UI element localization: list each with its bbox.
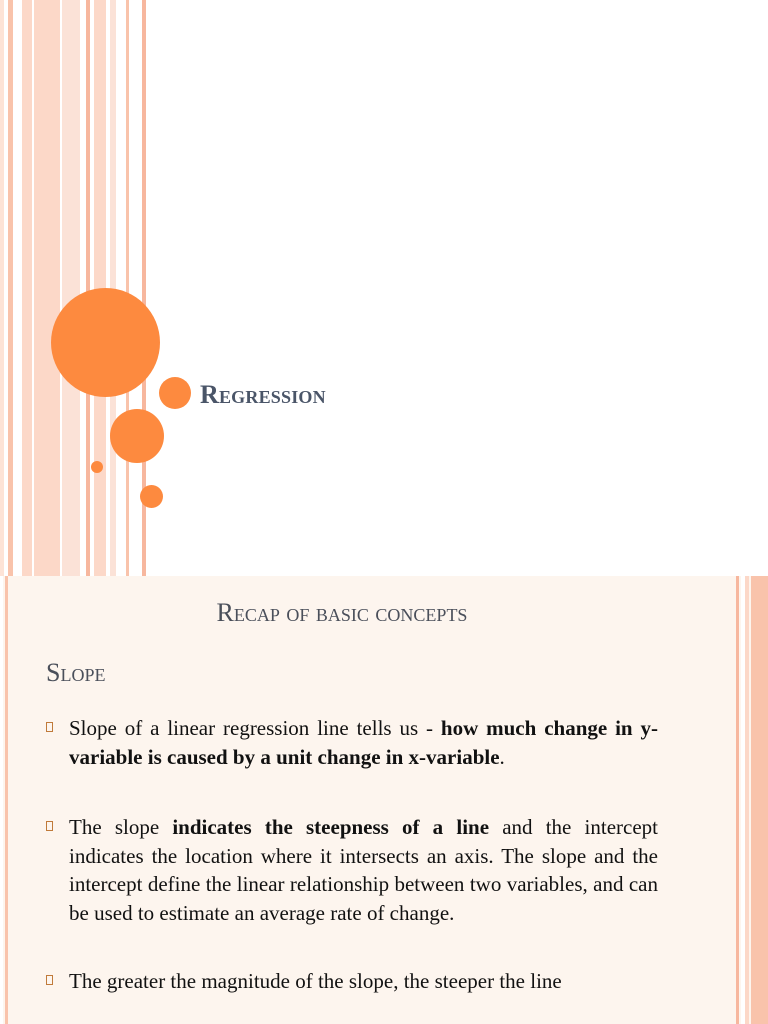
bullet-list [46,714,658,996]
decor-stripe [0,576,3,1024]
bullet-text: Slope of a linear regression line tells us - [69,716,441,740]
decor-stripe [751,576,768,1024]
square-bullet-icon [46,975,53,985]
square-bullet-icon [46,722,53,732]
section-heading: Slope [46,658,106,687]
decor-stripe [86,0,90,576]
decor-circle [159,377,191,409]
decor-circle [110,409,164,463]
decor-stripe [745,576,749,1024]
bullet-bold-text: indicates the steepness of a line [172,815,490,839]
decor-circle [140,485,163,508]
slide-title: Regression [200,380,326,409]
decor-stripe [0,0,4,576]
slide-title: Recap of basic concepts [216,598,468,627]
decor-stripe [8,0,13,576]
decor-stripe [34,0,60,576]
decor-stripe [62,0,80,576]
decor-circle-large [51,288,160,397]
decor-circle [91,461,103,473]
bullet-item [46,967,658,996]
bullet-item [46,813,658,927]
decor-stripe [126,0,129,576]
square-bullet-icon [46,821,53,831]
decor-stripe [736,576,739,1024]
bullet-text: The slope [69,815,173,839]
bullet-bold-text: how much change in y-variable is caused by a unit change in x-variable [69,716,658,769]
decor-stripe [5,576,8,1024]
bullet-text: The greater the magnitude of the slope, the steeper the line [69,969,562,993]
decor-stripe [22,0,32,576]
bullet-text: and the intercept indicates the location where it intersects an axis. The slope and the intercept define the linear relationship between two variables, and can be used to estimate an average rate of change. [69,815,658,925]
content-slide [0,576,768,1024]
bullet-text: . [499,744,505,769]
bullet-item [46,714,658,771]
